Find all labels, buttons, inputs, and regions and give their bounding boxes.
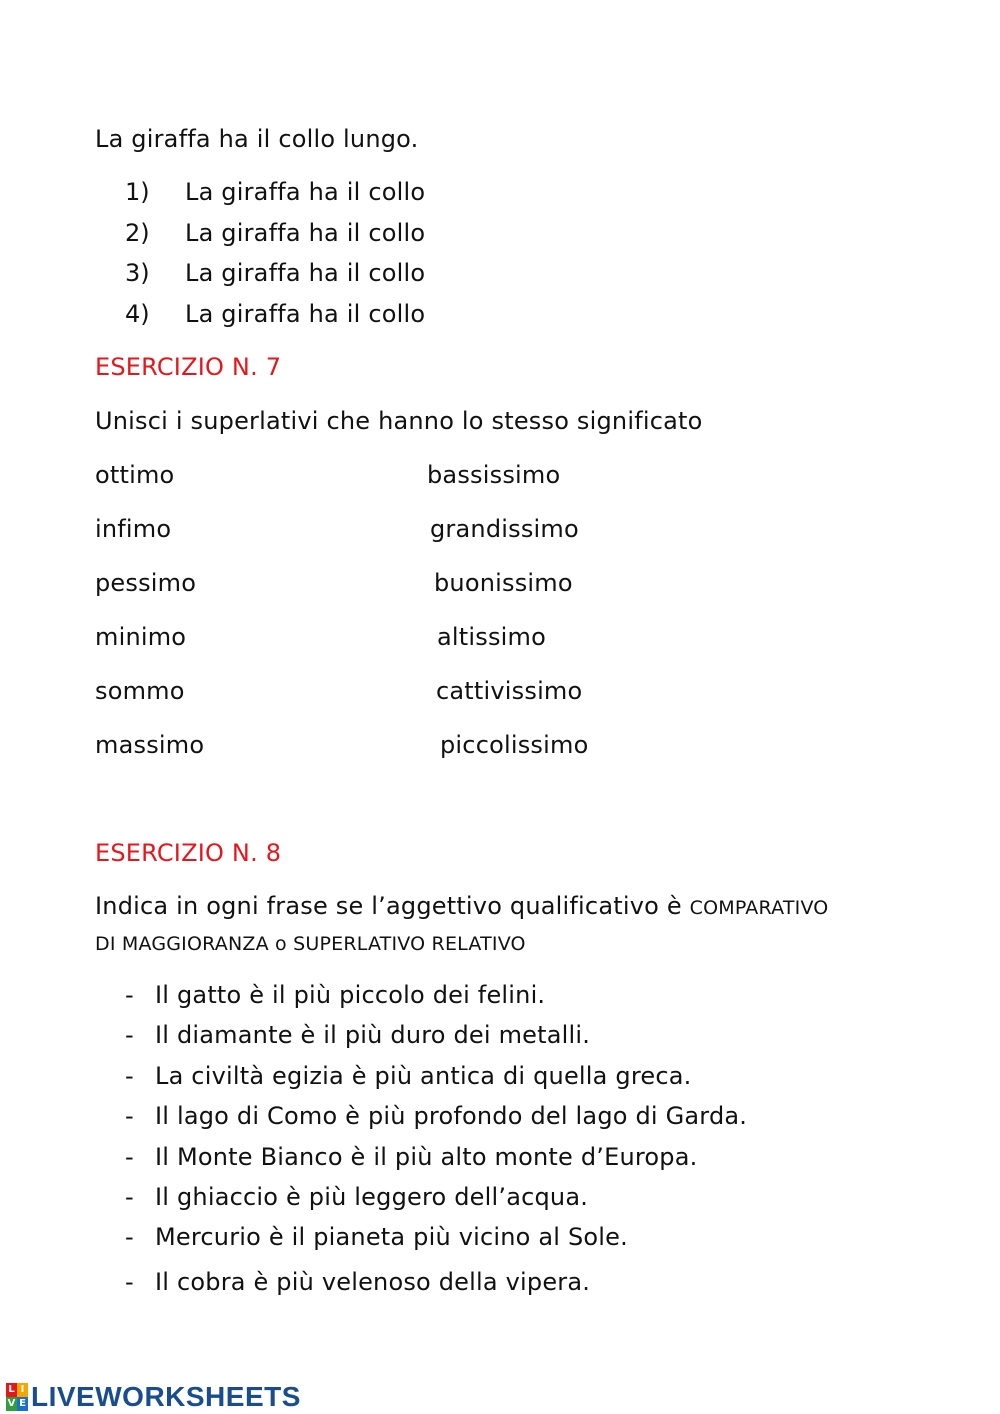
left-word[interactable]: massimo — [95, 731, 205, 759]
liveworksheets-logo[interactable] — [6, 1380, 301, 1414]
right-word[interactable]: grandissimo — [430, 515, 579, 543]
sentence-item: La civiltà egizia è più antica di quella greca. — [155, 1062, 692, 1090]
bullet-dash: - — [125, 1183, 134, 1211]
left-word[interactable]: pessimo — [95, 569, 197, 597]
bullet-dash: - — [125, 1102, 134, 1130]
exercise7-instruction: Unisci i superlativi che hanno lo stesso significato — [95, 407, 703, 435]
right-word[interactable]: buonissimo — [434, 569, 573, 597]
right-word[interactable]: piccolissimo — [440, 731, 589, 759]
instruction-text: Indica in ogni frase se l’aggettivo qualificativo è — [95, 892, 690, 920]
list-item: La giraffa ha il collo — [185, 178, 426, 206]
logo-letter: E — [17, 1397, 28, 1411]
exercise8-instruction-line1 — [95, 891, 828, 923]
sentence-item: Il cobra è più velenoso della vipera. — [155, 1268, 591, 1296]
bullet-dash: - — [125, 1021, 134, 1049]
left-word[interactable]: infimo — [95, 515, 172, 543]
sentence-item: Il Monte Bianco è il più alto monte d’Europa. — [155, 1143, 698, 1171]
bullet-dash: - — [125, 1223, 134, 1251]
exercise8-title: ESERCIZIO N. 8 — [95, 839, 282, 867]
list-item: La giraffa ha il collo — [185, 300, 426, 328]
logo-icon — [6, 1383, 28, 1411]
list-item: La giraffa ha il collo — [185, 259, 426, 287]
bullet-dash: - — [125, 1268, 134, 1296]
list-item: La giraffa ha il collo — [185, 219, 426, 247]
left-word[interactable]: sommo — [95, 677, 185, 705]
left-word[interactable]: minimo — [95, 623, 187, 651]
list-number: 1) — [125, 178, 150, 206]
logo-letter: I — [17, 1383, 28, 1397]
left-word[interactable]: ottimo — [95, 461, 175, 489]
bullet-dash: - — [125, 1143, 134, 1171]
logo-letter: V — [7, 1398, 16, 1409]
list-number: 2) — [125, 219, 150, 247]
sentence-item: Mercurio è il pianeta più vicino al Sole. — [155, 1223, 628, 1251]
right-word[interactable]: altissimo — [437, 623, 546, 651]
bullet-dash: - — [125, 981, 134, 1009]
sentence-item: Il lago di Como è più profondo del lago di Garda. — [155, 1102, 748, 1130]
exercise8-instruction-line2: DI MAGGIORANZA o SUPERLATIVO RELATIVO — [95, 933, 526, 955]
sentence-item: Il gatto è il più piccolo dei felini. — [155, 981, 546, 1009]
logo-letter: L — [6, 1383, 17, 1397]
bullet-dash: - — [125, 1062, 134, 1090]
list-number: 3) — [125, 259, 150, 287]
logo-text: LIVEWORKSHEETS — [31, 1381, 301, 1412]
list-number: 4) — [125, 300, 150, 328]
right-word[interactable]: bassissimo — [427, 461, 561, 489]
intro-sentence: La giraffa ha il collo lungo. — [95, 125, 419, 153]
instruction-caps: COMPARATIVO — [689, 897, 829, 919]
right-word[interactable]: cattivissimo — [436, 677, 583, 705]
exercise7-title: ESERCIZIO N. 7 — [95, 353, 282, 381]
sentence-item: Il ghiaccio è più leggero dell’acqua. — [155, 1183, 589, 1211]
sentence-item: Il diamante è il più duro dei metalli. — [155, 1021, 591, 1049]
